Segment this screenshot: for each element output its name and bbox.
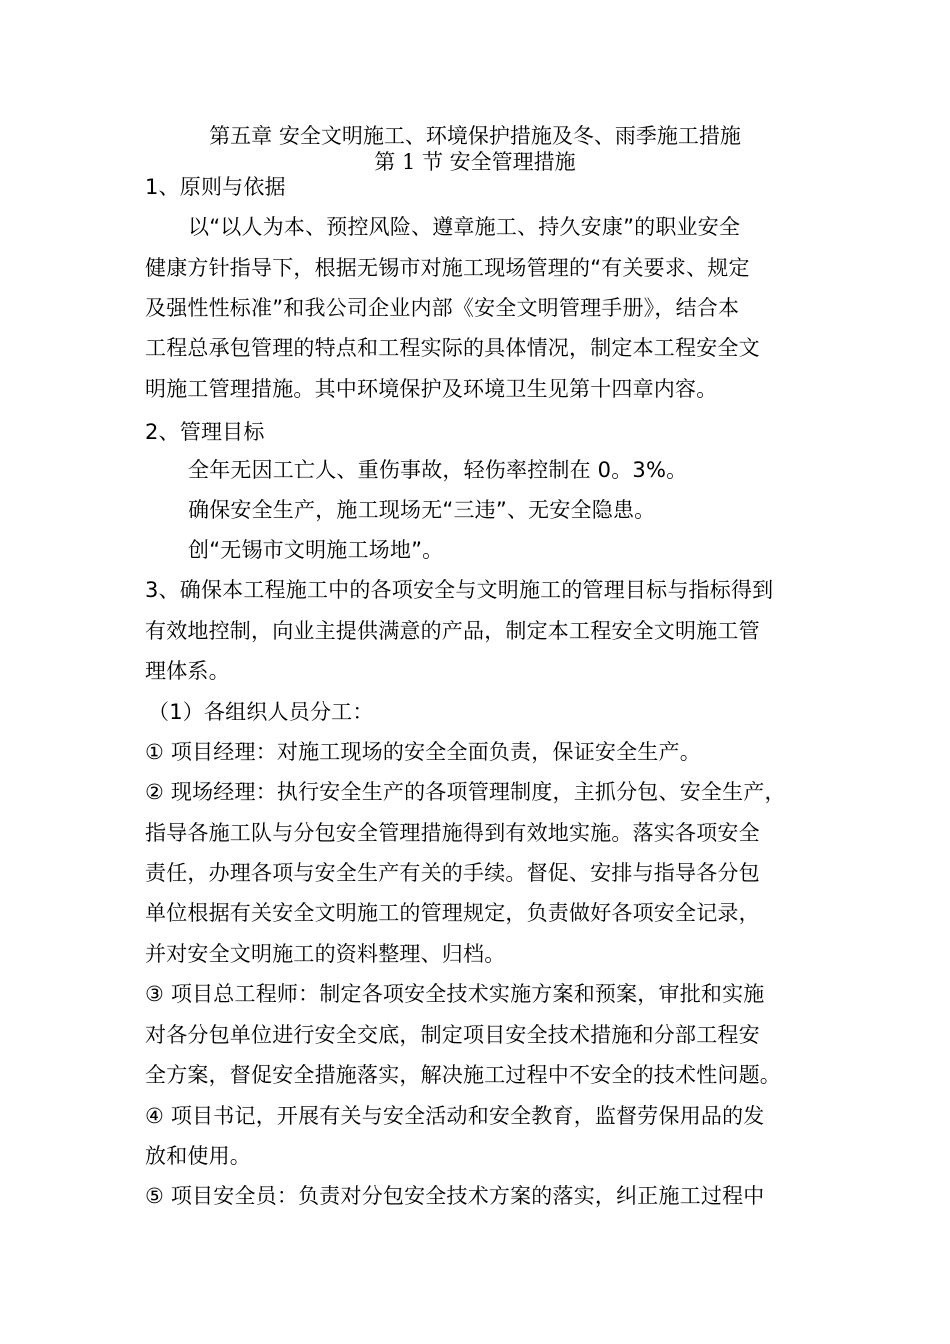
goal-item: 全年无因工亡人、重伤事故，轻伤率控制在 0。3%。: [188, 458, 688, 482]
heading-principles: 1、原则与依据: [145, 175, 286, 199]
heading-goals: 2、管理目标: [145, 420, 265, 444]
paragraph-line: 健康方针指导下，根据无锡市对施工现场管理的“有关要求、规定: [145, 256, 750, 280]
subheading-roles: （1）各组织人员分工：: [148, 700, 374, 724]
paragraph-line: 放和使用。: [145, 1144, 251, 1168]
goal-item: 创“无锡市文明施工场地”。: [188, 538, 444, 562]
goal-item: 确保安全生产，施工现场无“三违”、无安全隐患。: [188, 498, 656, 522]
paragraph-line: 并对安全文明施工的资料整理、归档。: [145, 942, 506, 966]
role-item: ① 项目经理：对施工现场的安全全面负责，保证安全生产。: [145, 740, 701, 764]
paragraph-line: 单位根据有关安全文明施工的管理规定，负责做好各项安全记录，: [145, 901, 760, 925]
paragraph-line: 指导各施工队与分包安全管理措施得到有效地实施。落实各项安全: [145, 821, 760, 845]
section-title: 第 1 节 安全管理措施: [374, 150, 576, 174]
chapter-title: 第五章 安全文明施工、环境保护措施及冬、雨季施工措施: [209, 124, 741, 148]
paragraph-line: 3、确保本工程施工中的各项安全与文明施工的管理目标与指标得到: [145, 578, 774, 602]
role-item: ② 现场经理：执行安全生产的各项管理制度，主抓分包、安全生产，: [145, 780, 786, 804]
paragraph-line: 责任，办理各项与安全生产有关的手续。督促、安排与指导各分包: [145, 861, 760, 885]
role-item: ③ 项目总工程师：制定各项安全技术实施方案和预案，审批和实施: [145, 982, 765, 1006]
paragraph-line: 理体系。: [145, 659, 230, 683]
paragraph-line: 有效地控制，向业主提供满意的产品，制定本工程安全文明施工管: [145, 619, 760, 643]
paragraph-line: 工程总承包管理的特点和工程实际的具体情况，制定本工程安全文: [145, 336, 760, 360]
role-item: ④ 项目书记，开展有关与安全活动和安全教育，监督劳保用品的发: [145, 1104, 765, 1128]
paragraph-line: 对各分包单位进行安全交底，制定项目安全技术措施和分部工程安: [145, 1023, 760, 1047]
paragraph-line: 全方案，督促安全措施落实，解决施工过程中不安全的技术性问题。: [145, 1063, 781, 1087]
paragraph-line: 明施工管理措施。其中环境保护及环境卫生见第十四章内容。: [145, 377, 718, 401]
role-item: ⑤ 项目安全员：负责对分包安全技术方案的落实，纠正施工过程中: [145, 1184, 765, 1208]
paragraph-line: 及强性性标准”和我公司企业内部《安全文明管理手册》，结合本: [145, 296, 740, 320]
paragraph-line: 以“以人为本、预控风险、遵章施工、持久安康”的职业安全: [188, 215, 741, 239]
